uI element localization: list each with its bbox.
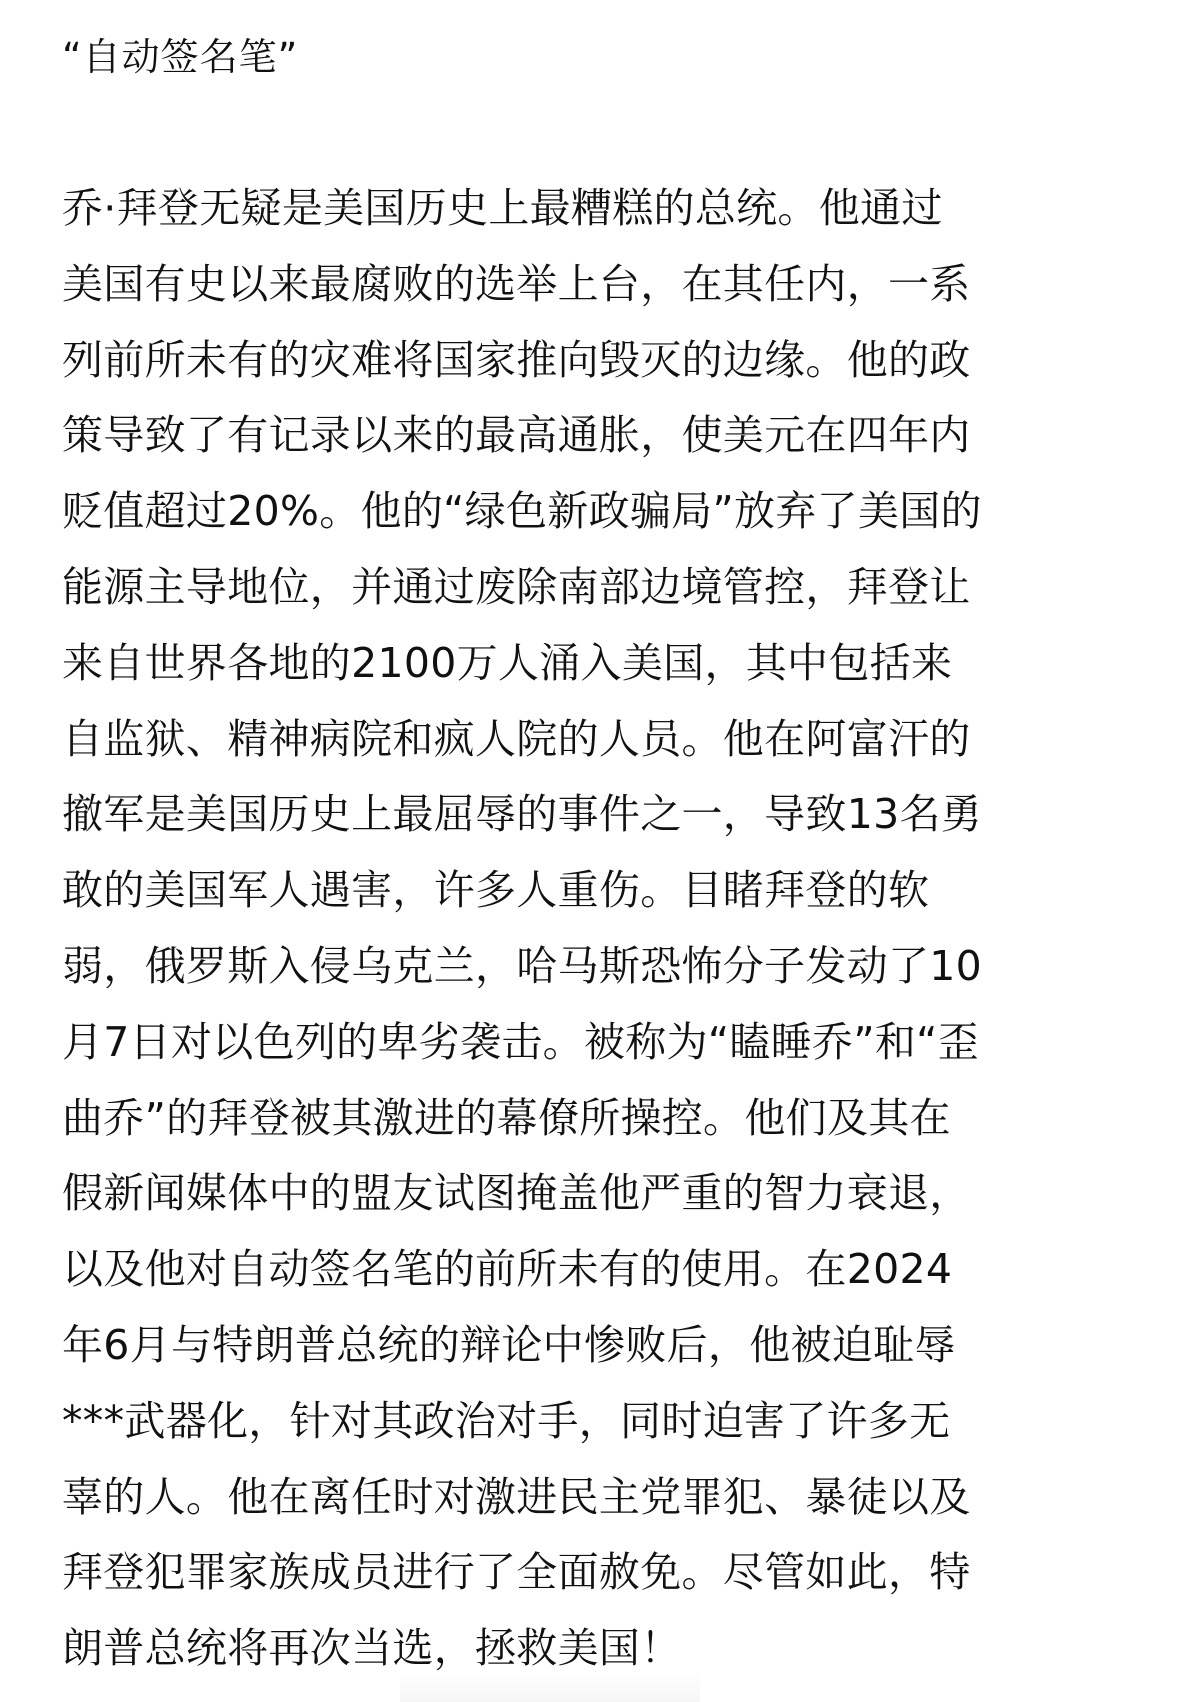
text-line: 假新闻媒体中的盟友试图掩盖他严重的智力衰退， — [62, 1169, 971, 1218]
text-line: 朗普总统将再次当选，拯救美国！ — [62, 1624, 682, 1673]
text-line: 拜登犯罪家族成员进行了全面赦免。尽管如此，特 — [62, 1548, 971, 1597]
text-line: 撤军是美国历史上最屈辱的事件之一，导致13名勇 — [62, 790, 983, 839]
text-line: 月7日对以色列的卑劣袭击。被称为“瞌睡乔”和“歪 — [62, 1017, 980, 1066]
text-line: 曲乔”的拜登被其激进的幕僚所操控。他们及其在 — [62, 1093, 951, 1142]
text-line: 辜的人。他在离任时对激进民主党罪犯、暴徒以及 — [62, 1472, 971, 1521]
page-title: “自动签名笔” — [62, 35, 299, 79]
text-line: 弱，俄罗斯入侵乌克兰，哈马斯恐怖分子发动了10 — [62, 941, 983, 990]
text-line: 能源主导地位，并通过废除南部边境管控，拜登让 — [62, 562, 971, 611]
text-line: 列前所未有的灾难将国家推向毁灭的边缘。他的政 — [62, 335, 971, 384]
text-line: 乔·拜登无疑是美国历史上最糟糕的总统。他通过 — [62, 184, 943, 232]
text-line: 策导致了有记录以来的最高通胀，使美元在四年内 — [62, 411, 971, 460]
text-line: 年6月与特朗普总统的辩论中惨败后，他被迫耻辱 — [62, 1320, 956, 1369]
text-line: 美国有史以来最腐败的选举上台，在其任内，一系 — [62, 259, 971, 308]
article-body — [62, 171, 1122, 1687]
text-line: 来自世界各地的2100万人涌入美国，其中包括来 — [62, 638, 953, 687]
text-line: 敢的美国军人遇害，许多人重伤。目睹拜登的软 — [62, 866, 930, 915]
text-line: 贬值超过20%。他的“绿色新政骗局”放弃了美国的 — [62, 487, 982, 536]
text-line: ***武器化，针对其政治对手，同时迫害了许多无 — [62, 1396, 951, 1445]
text-line: 以及他对自动签名笔的前所未有的使用。在2024 — [62, 1245, 953, 1294]
text-line: 自监狱、精神病院和疯人院的人员。他在阿富汗的 — [62, 714, 971, 763]
